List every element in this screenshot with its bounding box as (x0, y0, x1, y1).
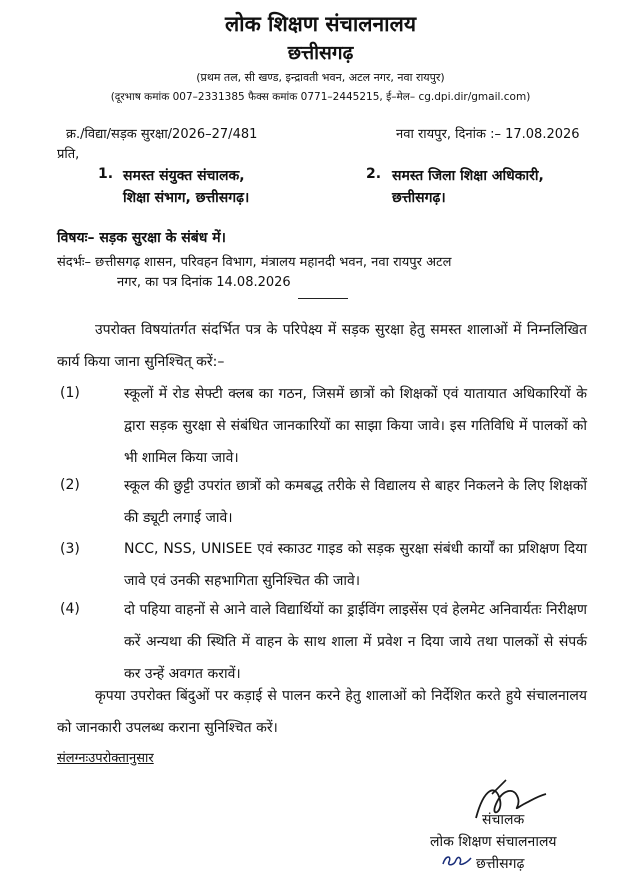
subject-line: विषयः– सड़क सुरक्षा के संबंध में। (57, 230, 226, 246)
recipient-2-number: 2. (366, 166, 382, 182)
letterhead-title: लोक शिक्षण संचालनालय (224, 12, 417, 36)
recipient-1-line2: शिक्षा संभाग, छत्तीसगढ़। (123, 190, 250, 206)
prati-label: प्रति, (57, 147, 80, 162)
signatory-office: लोक शिक्षण संचालनालय (430, 834, 557, 850)
enclosure-note: संलग्नःउपरोक्तानुसार (57, 751, 154, 766)
letterhead-state: छत्तीसगढ़ (287, 42, 354, 64)
point-1-number: (1) (60, 385, 80, 401)
recipient-1-number: 1. (98, 166, 114, 182)
reference-line-1: संदर्भः– छत्तीसगढ़ शासन, परिवहन विभाग, मंत्रालय महानदी भवन, नवा रायपुर अटल (57, 255, 452, 270)
signatory-designation: संचालक (482, 812, 525, 828)
point-3-number: (3) (60, 541, 80, 557)
handwritten-initials (440, 852, 474, 870)
separator-line (298, 298, 348, 299)
reference-number: क्र./विद्या/सड़क सुरक्षा/2026–27/481 (66, 127, 258, 142)
closing-paragraph: कृपया उपरोक्त बिंदुओं पर कड़ाई से पालन करने हेतु शालाओं को निर्देशित करते हुये संचालनालय को जानकारी उपलब्ध कराना सुनिश्चित करें। (57, 688, 587, 736)
point-2-number: (2) (60, 477, 80, 493)
point-1-text: स्कूलों में रोड सेफ्टी क्लब का गठन, जिसमें छात्रों को शिक्षकों एवं यातायात अधिकारियों के द्वारा सड़क सुरक्षा से संबंधित जानकारियों का साझा किया जावे। इस गतिविधि में पालकों को भी शामिल किया जावे। (124, 386, 587, 466)
point-2-text: स्कूल की छुट्टी उपरांत छात्रों को कमबद्ध तरीके से विद्यालय से बाहर निकलने के लिए शिक्षकों की ड्यूटी लगाई जावे। (124, 478, 587, 526)
point-4-number: (4) (60, 601, 80, 617)
intro-paragraph: उपरोक्त विषयांतर्गत संदर्भित पत्र के परिपेक्ष्य में सड़क सुरक्षा हेतु समस्त शालाओं में निम्नलिखित कार्य किया जाना सुनिश्चित् करें:– (57, 322, 587, 370)
reference-line-2: नगर, का पत्र दिनांक 14.08.2026 (117, 275, 291, 290)
recipient-2-line2: छत्तीसगढ़। (392, 190, 446, 206)
point-3-text: NCC, NSS, UNISEE एवं स्काउट गाइड को सड़क सुरक्षा संबंधी कार्यों का प्रशिक्षण दिया जावे एवं उनकी सहभागिता सुनिश्चित की जावे। (124, 541, 587, 589)
recipient-1-line1: समस्त संयुक्त संचालक, (123, 168, 245, 184)
letterhead-contact: (दूरभाष कमांक 007–2331385 फैक्स कमांक 0771–2445215, ई–मेल– cg.dpi.dir/gmail.com) (110, 91, 531, 103)
place-date: नवा रायपुर, दिनांक :– 17.08.2026 (396, 127, 580, 142)
letterhead-address: (प्रथम तल, सी खण्ड, इन्द्रावती भवन, अटल नगर, नवा रायपुर) (196, 71, 445, 84)
point-4-text: दो पहिया वाहनों से आने वाले विद्यार्थियों का ड्राईविंग लाइसेंस एवं हेलमेट अनिवार्यतः निरीक्षण करें अन्यथा की स्थिति में वाहन के साथ शाला में प्रवेश न दिया जाये तथा पालकों से संपर्क कर उन्हें अवगत करावें। (124, 602, 587, 682)
signatory-state: छत्तीसगढ़ (476, 856, 525, 872)
recipient-2-line1: समस्त जिला शिक्षा अधिकारी, (392, 168, 544, 184)
